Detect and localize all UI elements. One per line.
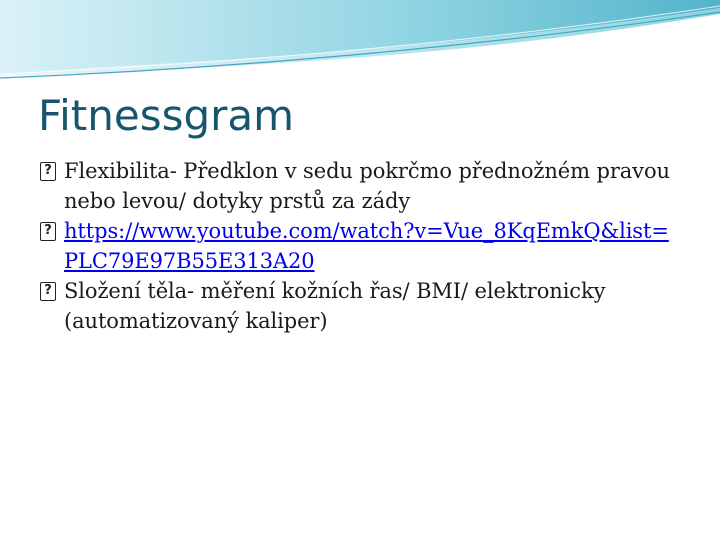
bullet-marker-icon: ? bbox=[40, 222, 56, 241]
bullet-item-video-link bbox=[0, 216, 720, 276]
youtube-link[interactable]: https://www.youtube.com/watch?v=Vue_8KqEmkQ&list=PLC79E97B55E313A20 bbox=[64, 219, 669, 273]
bullet-text: Flexibilita- Předklon v sedu pokrčmo přednožném pravou nebo levou/ dotyky prstů za zády bbox=[64, 159, 670, 213]
slide-title: Fitnessgram bbox=[38, 91, 295, 140]
bullet-list bbox=[0, 156, 720, 336]
wave-band-front bbox=[0, 0, 720, 74]
bullet-item-flexibility bbox=[0, 156, 720, 216]
bullet-text: Složení těla- měření kožních řas/ BMI/ elektronicky (automatizovaný kaliper) bbox=[64, 279, 606, 333]
bullet-marker-icon: ? bbox=[40, 282, 56, 301]
bullet-item-body-composition bbox=[0, 276, 720, 336]
header-wave-decoration bbox=[0, 0, 720, 90]
bullet-marker-icon: ? bbox=[40, 162, 56, 181]
